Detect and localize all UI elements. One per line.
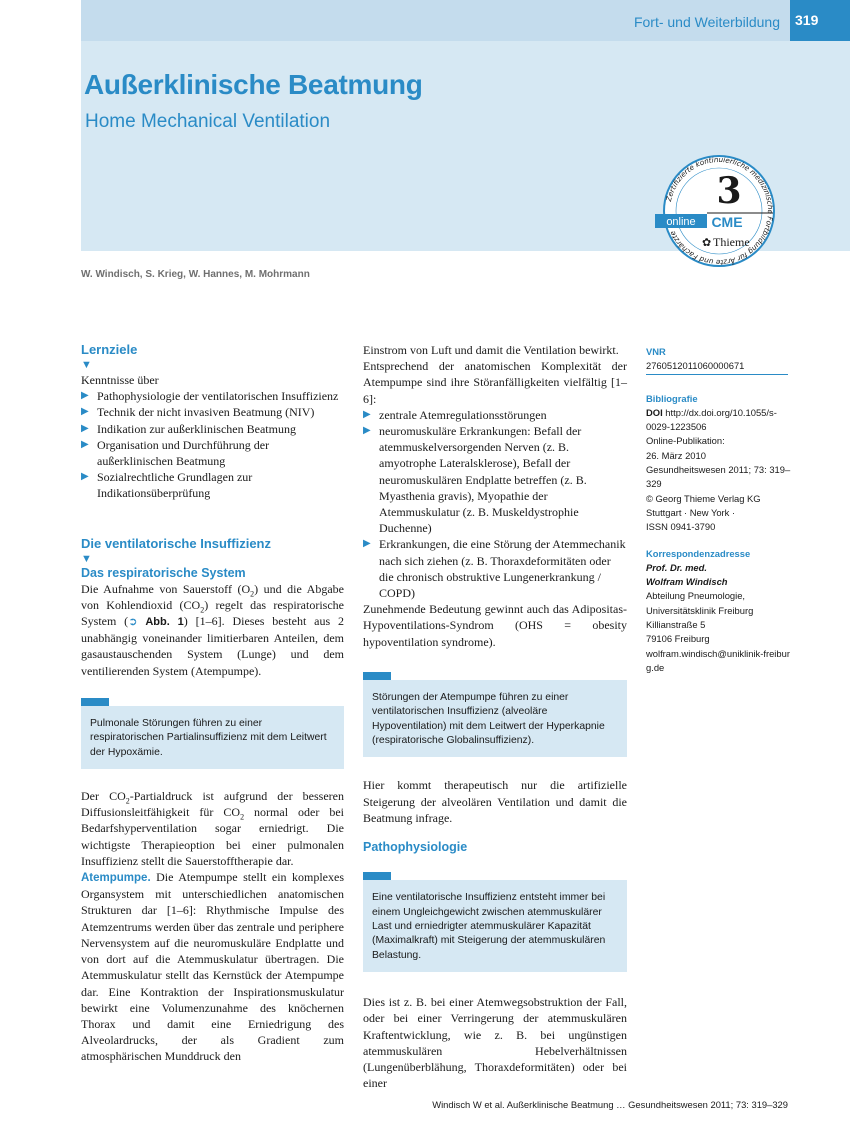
highlight-box: Störungen der Atempumpe führen zu einer ventilatorischen Insuffizienz (alveoläre Hypoventilation) mit dem Leitwert der Hyperkapnie (respiratorische Globalinsuffizienz). bbox=[363, 680, 627, 758]
doi[interactable]: DOI http://dx.doi.org/10.1055/s-0029-1223506 bbox=[646, 406, 777, 433]
badge-number: 3 bbox=[716, 170, 742, 212]
badge-online: online bbox=[666, 216, 696, 228]
clinic: Universitätsklinik Freiburg bbox=[646, 604, 754, 616]
bullet-arrow-icon: ▶ bbox=[81, 471, 89, 483]
thieme-logo-icon: ✿ bbox=[702, 236, 712, 249]
paragraph: Zunehmende Bedeutung gewinnt auch das Adipositas-Hypoventilations-Syndrom (OHS = obesity hypoventilation syndrome). bbox=[363, 602, 627, 649]
bullet-arrow-icon: ▶ bbox=[81, 406, 89, 418]
journal-citation: Gesundheitswesen 2011; 73: 319–329 bbox=[646, 464, 791, 490]
figure-arrow-icon: ➲ bbox=[128, 616, 146, 629]
column-2 bbox=[363, 342, 627, 1091]
learning-goals-list bbox=[81, 388, 344, 501]
cme-badge-icon bbox=[651, 155, 787, 267]
paragraph: Einstrom von Luft und damit die Ventilation bewirkt. bbox=[363, 343, 619, 357]
section-label: Fort- und Weiterbildung bbox=[633, 14, 780, 30]
correspondent-title: Prof. Dr. med. bbox=[646, 561, 707, 573]
vnr-value: 2760512011060000671 bbox=[646, 359, 788, 374]
section-heading: Pathophysiologie bbox=[363, 840, 468, 855]
page-number: 319 bbox=[790, 0, 850, 41]
copyright: © Georg Thieme Verlag KG bbox=[646, 492, 761, 504]
authors: W. Windisch, S. Krieg, W. Hannes, M. Mohrmann bbox=[81, 269, 310, 280]
footer-citation: Windisch W et al. Außerklinische Beatmung … Gesundheitswesen 2011; 73: 319–329 bbox=[432, 1099, 788, 1110]
online-publication-label: Online-Publikation: bbox=[646, 435, 725, 447]
figure-reference-link[interactable]: ➲ Abb. 1 bbox=[128, 616, 184, 629]
list-item: ▶ Pathophysiologie der ventilatorischen Insuffizienz bbox=[81, 389, 339, 404]
street: Killianstraße 5 bbox=[646, 619, 706, 631]
zip-city: 79106 Freiburg bbox=[646, 633, 710, 645]
highlight-box: Pulmonale Störungen führen zu einer respiratorischen Partialinsuffizienz mit dem Leitwert der Hypoxämie. bbox=[81, 706, 344, 769]
correspondent-name: Wolfram Windisch bbox=[646, 576, 728, 588]
subsection-heading: Das respiratorische System bbox=[81, 565, 246, 580]
badge-publisher: Thieme bbox=[713, 235, 750, 249]
vnr-label: VNR bbox=[646, 346, 666, 357]
bullet-arrow-icon: ▶ bbox=[81, 438, 89, 450]
paragraph: Entsprechend der anatomischen Komplexität der Atempumpe sind ihre Störanfälligkeiten vielfältig [1–6]: bbox=[363, 359, 627, 406]
bullet-arrow-icon: ▶ bbox=[81, 390, 89, 402]
publication-date: 26. März 2010 bbox=[646, 449, 706, 461]
badge-cme: CME bbox=[711, 214, 743, 230]
list-item: ▶ Sozialrechtliche Grundlagen zur Indikationsüberprüfung bbox=[81, 470, 253, 501]
section-heading: Die ventilatorische Insuffizienz bbox=[81, 535, 271, 551]
highlight-box: Eine ventilatorische Insuffizienz entsteht immer bei einem Ungleichgewicht zwischen atemmuskulärer Last und erniedrigter atemmuskulärer Kapazität (Maximalkraft) mit Steigerung der atemmuskulären Belastung. bbox=[363, 880, 627, 972]
inline-heading: Atempumpe. bbox=[81, 872, 151, 885]
list-item: ▶ neuromuskuläre Erkrankungen: Befall der atemmuskelversorgenden Nerven (z. B. amyotrophe Lateralsklerose), Befall der neuromuskulären Endplatte betreffen (z. B. Myasthenia gravis), Myopathie der Atemmuskulatur (z. B. Muskeldystrophie Duchenne) bbox=[363, 424, 587, 536]
bullet-arrow-icon: ▶ bbox=[363, 538, 371, 550]
bullet-arrow-icon: ▶ bbox=[81, 422, 89, 434]
disorder-list bbox=[363, 407, 627, 601]
issn: ISSN 0941-3790 bbox=[646, 521, 716, 533]
article-title: Außerklinische Beatmung bbox=[84, 69, 423, 100]
sidebar bbox=[646, 345, 791, 675]
down-arrow-icon: ▼ bbox=[81, 552, 92, 565]
article-subtitle: Home Mechanical Ventilation bbox=[85, 111, 331, 132]
paragraph: Hier kommt therapeutisch nur die artifizielle Steigerung der alveolären Ventilation und damit die Beatmung infrage. bbox=[363, 778, 627, 825]
down-arrow-icon: ▼ bbox=[81, 359, 92, 371]
column-1 bbox=[81, 342, 344, 1065]
learning-goals-heading: Lernziele bbox=[81, 342, 138, 357]
paragraph: Die Aufnahme von Sauerstoff $(O_2)$ und die Abgabe von Kohlendioxid $(CO_2)$ regelt das respiratorische System (➲ Abb. 1) [1–6]. Dieses besteht aus 2 unabhängig voneinander limitierbaren Anteilen, dem gasaustauschenden System (Lunge) und dem ventilierenden System (Atempumpe). bbox=[81, 581, 344, 678]
badge-ring-text: Zertifizierte kontinuierliche medizinische Fortbildung für Ärzte und Fachärzte bbox=[663, 155, 776, 267]
department: Abteilung Pneumologie, bbox=[646, 590, 746, 602]
paragraph: Atempumpe. Die Atempumpe stellt ein komplexes Organsystem mit unterschiedlichen anatomischen Strukturen dar [1–6]: Rhythmische Impulse des Atemzentrums werden über das zentrale und periphere Nervensystem auf die neuromuskuläre Endplatte und von dort auf die Atemmuskulatur übertragen. Die Atemmuskulatur stellt das Kernstück der Atempumpe dar. Eine Kontraktion der Inspirationsmuskulatur bewirkt eine Volumenzunahme des knöchernen Thorax und damit eine Erniedrigung des Alveolardrucks, der als Gradient zum atmosphärischen Munddruck den bbox=[81, 870, 344, 1064]
bibliography-label: Bibliografie bbox=[646, 392, 698, 404]
correspondence-label: Korrespondenzadresse bbox=[646, 547, 751, 559]
publisher-city: Stuttgart · New York · bbox=[646, 506, 736, 518]
bullet-arrow-icon: ▶ bbox=[363, 425, 371, 437]
paragraph: Der $CO_2$-Partialdruck ist aufgrund der besseren Diffusionsleitfähigkeit für $CO_2$ normal oder bei Bedarfshyperventilation sogar erniedrigt. Die wichtigste Therapieoption bei einer pulmonalen Insuffizienz stellt die Sauerstofftherapie dar. bbox=[81, 789, 344, 868]
list-item: ▶ Organisation und Durchführung der außerklinischen Beatmung bbox=[81, 437, 270, 469]
list-item: ▶ zentrale Atemregulationsstörungen bbox=[363, 407, 547, 422]
list-item: ▶ Technik der nicht invasiven Beatmung (NIV) bbox=[81, 405, 315, 420]
list-item: ▶ Erkrankungen, die eine Störung der Atemmechanik nach sich ziehen (z. B. Thoraxdeformitäten oder die chronisch obstruktive Lungenerkrankung / COPD) bbox=[363, 537, 626, 601]
email-link[interactable]: wolfram.windisch@uniklinik-freiburg.de bbox=[646, 647, 790, 673]
bullet-arrow-icon: ▶ bbox=[363, 408, 371, 420]
learning-goals-intro: Kenntnisse über bbox=[81, 373, 159, 387]
list-item: ▶ Indikation zur außerklinischen Beatmung bbox=[81, 421, 296, 436]
paragraph: Dies ist z. B. bei einer Atemwegsobstruktion der Fall, oder bei einer Verringerung der atemmuskulären Kraftentwicklung, wie z. B. bei ungünstigen atemmuskulären Hebelverhältnissen (Lungenüberblähung, Thoraxdeformitäten) oder bei einer bbox=[363, 995, 627, 1091]
